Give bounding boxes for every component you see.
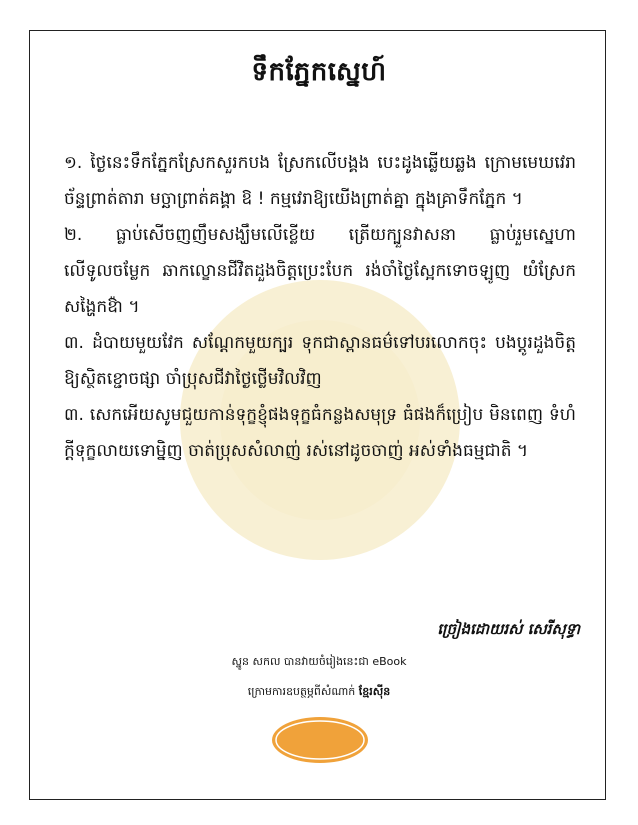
sponsor-credit <box>0 685 638 701</box>
verse-2: ២. ធ្លាប់សើចញញឹមសង្ឃឹមលើខ្លើយ ត្រើយក្បួនវាសនា ធ្លាប់រួមស្នេហា លើទូលចម្លែក ឆាកល្ខោនជីវិតដួងចិត្តប្រេះបែក រង់ចាំថ្ងៃស្អែកទោចឡូញ យំស្រែក សង្ហៃកឱ៉ា ។ <box>64 225 576 317</box>
sponsor-prefix: ក្រោមការឧបត្ថម្ភពីសំណាក់ <box>247 685 356 698</box>
document-title: ទឹកភ្នែកស្នេហ៍ <box>251 57 387 87</box>
sponsor-name: ខ្មែរស៊ីន <box>358 685 391 698</box>
logo-oval <box>272 717 368 763</box>
khmer-logo <box>270 715 370 765</box>
verse-3: ៣. ដំបាយមួយវែក សណ្ដែកមួយក្បរ ទុកជាស្ពានធម៌ទៅបរលោកចុះ បងប្ដូរដួងចិត្ត ឱ្យស្ថិតខ្ជោចផ្សា ចាំប្រុសជីវាថ្ងៃថ្លើមវិលវិញ <box>64 333 576 389</box>
lyrics-body <box>64 145 576 469</box>
ebook-credit: ស្នូន សកល បានវាយចំរៀងនេះជា eBook <box>231 655 407 668</box>
author-credit: ច្រៀងដោយរស់ សេរីសុទ្ធា <box>437 620 580 638</box>
verse-1: ១. ថ្ងៃនេះទឹកភ្នែកស្រែកសួរកបង ស្រែកលើបង្គង បេះដូងឆ្លើយឆ្លង ក្រោមមេឃវេរា ច័ន្ទព្រាត់តារា មច្ឆាព្រាត់គង្គា ឱ ! កម្មវេរាឱ្យយើងព្រាត់គ្នា ក្នុងគ្រាទឹកភ្នែក ។ <box>64 153 576 209</box>
verse-4: ៣. សេកអើយសូមជួយកាន់ទុក្ខខ្ញុំផងទុក្ខធំកន្លងសមុទ្រ ធំផងក៏ប្រៀប មិនពេញ ទំហំក្ដីទុក្ខលាយទោម្និញ ចាត់ប្រុសសំលាញ់ រស់នៅដូចចាញ់ អស់ទាំងធម្មជាតិ ។ <box>64 405 576 461</box>
